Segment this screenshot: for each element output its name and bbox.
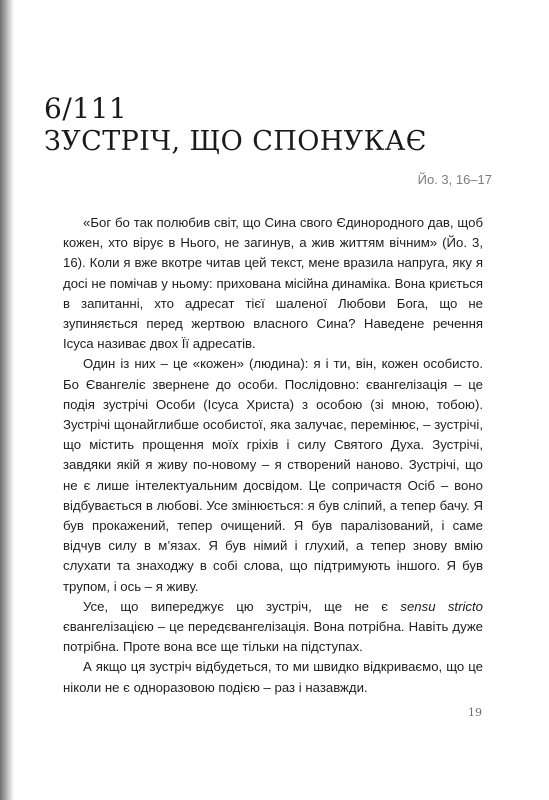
paragraph: А якщо ця зустріч відбудеться, то ми швидко відкриваємо, що це ніколи не є одноразовою подією – раз і назавжди. <box>63 659 483 695</box>
chapter-number: 6/111 <box>44 92 128 125</box>
scripture-reference: Йо. 3, 16–17 <box>417 172 492 187</box>
paragraph <box>63 597 483 658</box>
paragraph: Один із них – це «кожен» (людина): я і ти, він, кожен особисто. Бо Євангеліє звернене до особи. Послідовно: євангелізація – це подія зустрічі Особи (Ісуса Христа) з особою (зі мною, тобою). Зустрічі щонайглибше особистої, яка залучає, перемінює, – зустрічі, що містить прощення моїх гріхів і силу Святого Духа. Зустрічі, завдяки якій я живу по-новому – я створений наново. Зустрічі, що не є лише інтелектуальним досвідом. Це сопричастя Осіб – воно відбувається в любові. Усе змінюється: я був сліпий, а тепер бачу. Я був прокажений, тепер очищений. Я був паралізований, і саме відчув силу в м’язах. Я був німий і глухий, а тепер знову вмію слухати та знаходжу в собі слова, що підтримують іншого. Я був трупом, і ось – я живу. <box>63 356 483 594</box>
page-edge-shadow <box>0 0 14 800</box>
paragraph-text: євангелізацією – це передєвангелізація. Вона потрібна. Навіть дуже потрібна. Проте вона все ще тільки на підступах. <box>63 619 483 655</box>
page-number: 19 <box>468 706 482 719</box>
chapter-title: ЗУСТРІЧ, ЩО СПОНУКАЄ <box>44 126 427 157</box>
body-text <box>63 213 483 698</box>
paragraph: «Бог бо так полюбив світ, що Сина свого Єдинородного дав, щоб кожен, хто вірує в Нього, не загинув, а жив життям вічним» (Йо. 3, 16). Коли я вже вкотре читав цей текст, мене вразила напруга, яку я досі не помічав у ньому: прихована місійна динаміка. Вона криється в запитанні, хто адресат тієї шаленої Любови Бога, що не зупиняється перед жертвою власного Сина? Наведене речення Ісуса називає двох Її адресатів. <box>63 215 483 352</box>
italic-phrase: sensu stricto <box>400 598 484 614</box>
paragraph-text: Усе, що випереджує цю зустріч, ще не є <box>83 598 401 614</box>
